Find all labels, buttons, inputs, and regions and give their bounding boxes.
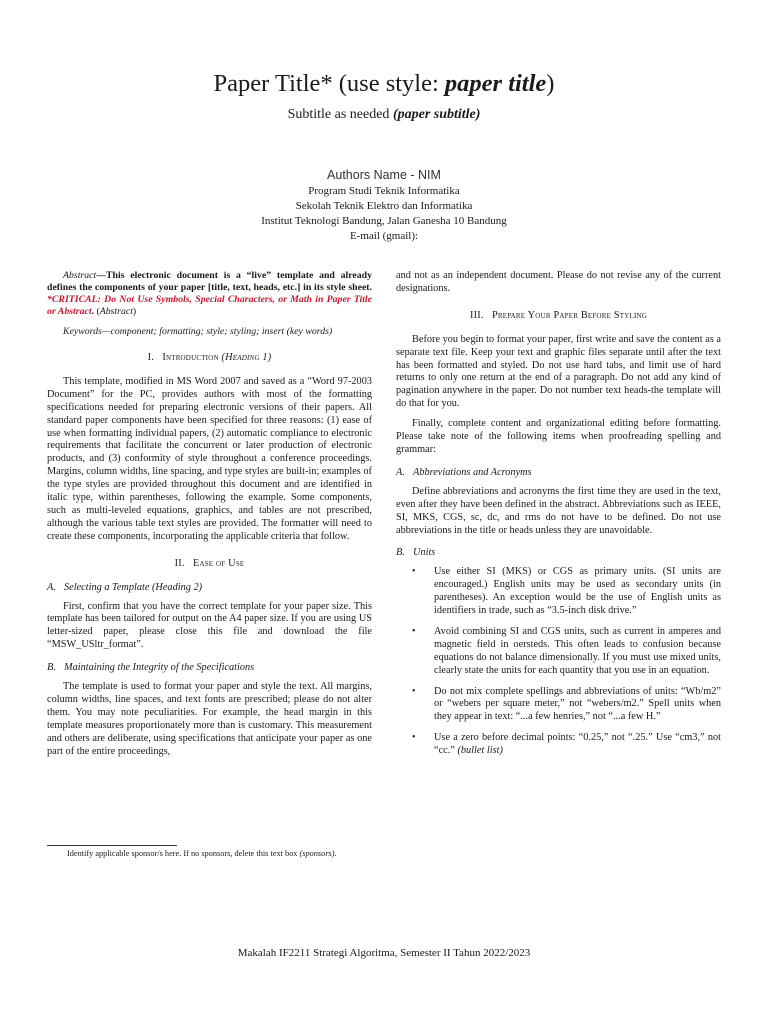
bullet-item <box>396 626 721 678</box>
abstract-style-tag: Abstract <box>99 306 133 317</box>
subsection-number: B. <box>47 662 56 674</box>
subsection-title: Selecting a Template (Heading 2) <box>64 581 203 593</box>
bullet-item <box>396 686 721 725</box>
intro-paragraph: This template, modified in MS Word 2007 and saved as a “Word 97-2003 Document” for the PC, provides authors with most of the formatting specifications needed for preparing electronic versions of their papers. All standard paper components have been specified for three reasons: (1) ease of use when formatting individual papers, (2) automatic compliance to electronic requirements that facilitate the concurrent or later production of electronic products, and (3) conformity of style throughout a conference proceedings. Margins, column widths, line spacing, and type styles are built-in; examples of the type styles are provided throughout this document and are identified in italic type, within parentheses, following the example. Some components, such as multi-leveled equations, graphics, and tables are not prescribed, although the various table text styles are provided. The formatter will need to create these components, incorporating the applicable criteria that follow. <box>47 375 372 542</box>
abstract-tag-open: ( <box>96 306 100 317</box>
subsection-number: B. <box>396 547 405 559</box>
abstract-label: Abstract <box>63 270 97 281</box>
paper-title-style-tag: paper title <box>444 70 547 97</box>
keywords: Keywords—component; formatting; style; styling; insert (key words) <box>63 326 333 337</box>
bullet-text: Use a zero before decimal points: “0.25,” not “.25.” Use “cm3,” not “cc.” <box>434 732 721 757</box>
author-name: Authors Name - NIM <box>327 168 441 182</box>
bullet-text: Do not mix complete spellings and abbreviations of units: “Wb/m2” or “webers per square meter,” not “webers/m2.” Spell units when they appear in text: “...a few henries,” not “...a few H.” <box>434 685 721 723</box>
bullet-style-tag: (bullet list) <box>457 745 503 757</box>
prepare-paragraph-2: Finally, complete content and organizational editing before formatting. Please take note of the following items when proofreading spelling and grammar: <box>396 418 721 455</box>
section-title: Prepare Your Paper Before Styling <box>491 309 648 321</box>
integrity-paragraph: The template is used to format your paper and style the text. All margins, column widths, line spaces, and text fonts are prescribed; please do not alter them. You may note peculiarities. For example, the head margin in this template measures proportionately more than is customary. This measurement and others are deliberate, using specifications that anticipate your paper as one part of the entire proceedings, <box>47 681 372 757</box>
section-number: II. <box>174 557 185 569</box>
affiliation-line: Institut Teknologi Bandung, Jalan Ganesha 10 Bandung <box>261 215 507 227</box>
subsection-heading-units <box>396 547 721 560</box>
right-column <box>396 270 721 766</box>
selecting-template-paragraph: First, confirm that you have the correct template for your paper size. This template has been tailored for output on the A4 paper size. If you are using US letter-sized paper, please close this file and download the file “MSW_USltr_format”. <box>47 600 372 651</box>
footnote-end: . <box>334 849 337 858</box>
author-affiliation <box>0 184 768 244</box>
subsection-number: A. <box>47 581 56 593</box>
paper-subtitle-text: Subtitle as needed <box>287 107 393 122</box>
page-footer: Makalah IF2211 Strategi Algoritma, Semester II Tahun 2022/2023 <box>237 947 531 959</box>
bullet-item <box>396 732 721 758</box>
sponsor-footnote <box>47 849 372 860</box>
subsection-title: Abbreviations and Acronyms <box>413 466 532 478</box>
subsection-title: Units <box>413 547 436 559</box>
prepare-paragraph-1: Before you begin to format your paper, first write and save the content as a separate text file. Keep your text and graphic files separate until after the text has been formatted and styled. Do not use hard tabs, and limit use of hard returns to only one return at the end of a paragraph. Do not add any kind of pagination anywhere in the paper. Do not number text heads-the template will do that for you. <box>396 333 721 410</box>
continued-paragraph: and not as an independent document. Please do not revise any of the current designations. <box>396 270 721 294</box>
section-title: Ease of Use <box>192 557 245 569</box>
affiliation-line: E-mail (gmail): <box>349 230 419 242</box>
subsection-heading-abbreviations <box>396 467 721 480</box>
abstract-tag-close: ) <box>132 306 137 317</box>
section-number: III. <box>469 309 484 321</box>
paper-title-close: ) <box>546 70 555 97</box>
bullet-text: Use either SI (MKS) or CGS as primary units. (SI units are encouraged.) English units may be used as secondary units (in parentheses). An exception would be the use of English units as identifiers in trade, such as “3.5-inch disk drive.” <box>434 566 721 617</box>
footnote-style-tag: (sponsors) <box>299 849 335 858</box>
units-bullet-list <box>396 566 721 758</box>
subsection-heading-selecting-template <box>47 582 372 595</box>
abstract-critical-note: *CRITICAL: Do Not Use Symbols, Special Characters, or Math in Paper Title or Abstract <box>47 294 372 317</box>
subsection-title: Maintaining the Integrity of the Specifications <box>64 662 255 674</box>
subsection-number: A. <box>396 466 405 478</box>
section-heading-prepare <box>396 310 721 323</box>
section-heading-introduction <box>47 352 372 365</box>
paper-title <box>0 66 768 102</box>
footnote-text: Identify applicable sponsor/s here. If no sponsors, delete this text box <box>67 849 300 858</box>
section-heading-ease-of-use <box>47 558 372 571</box>
affiliation-line: Sekolah Teknik Elektro dan Informatika <box>295 200 473 212</box>
section-title: Introduction <box>162 352 219 363</box>
paper-title-text: Paper Title* (use style: <box>213 70 445 97</box>
bullet-icon: • <box>412 732 416 744</box>
footnote-divider <box>47 845 177 846</box>
affiliation-line: Program Studi Teknik Informatika <box>308 185 460 197</box>
abstract-dot: . <box>91 306 97 317</box>
paper-subtitle <box>0 105 768 125</box>
section-style-tag: (Heading 1) <box>221 352 272 363</box>
abstract-text: —This electronic document is a “live” template and already defines the components of your paper [title, text, heads, etc.] in its style sheet. <box>47 270 372 293</box>
bullet-text: Avoid combining SI and CGS units, such as current in amperes and magnetic field in oersteds. This often leads to confusion because equations do not balance dimensionally. If you must use mixed units, clearly state the units for each quantity that you use in an equation. <box>434 625 721 676</box>
abbreviations-paragraph: Define abbreviations and acronyms the first time they are used in the text, even after they have been defined in the abstract. Abbreviations such as IEEE, SI, MKS, CGS, sc, dc, and rms do not have to be defined. Do not use abbreviations in the title or heads unless they are unavoidable. <box>396 485 721 536</box>
bullet-item <box>396 566 721 618</box>
paper-subtitle-style-tag: (paper subtitle) <box>392 107 481 122</box>
bullet-icon: • <box>412 685 416 697</box>
bullet-icon: • <box>412 625 416 637</box>
abstract <box>47 270 372 318</box>
left-column <box>47 270 372 765</box>
bullet-icon: • <box>412 566 416 578</box>
section-number: I. <box>147 352 154 363</box>
subsection-heading-integrity <box>47 662 372 675</box>
